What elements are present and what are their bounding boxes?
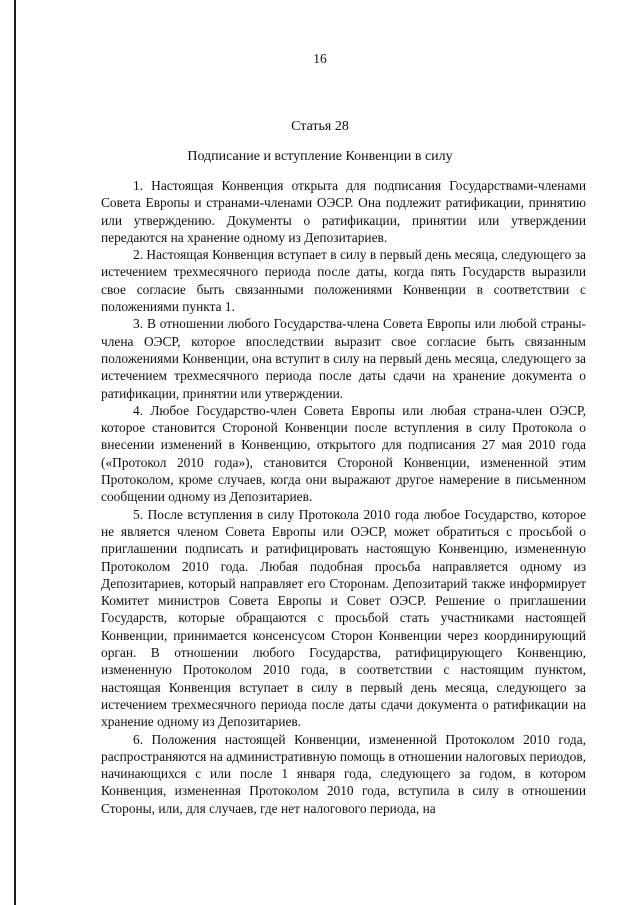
paragraph-6: 6. Положения настоящей Конвенции, измененной Протоколом 2010 года, распространяются на административную помощь в отношении налоговых периодов, начинающихся с или после 1 января года, следующего за годом, в котором Конвенция, измененная Протоколом 2010 года, вступила в силу в отношении Стороны, или, для случаев, где нет налогового периода, на (101, 731, 586, 816)
paragraph-1: 1. Настоящая Конвенция открыта для подписания Государствами-членами Совета Европы и странами-членами ОЭСР. Она подлежит ратификации, принятию или утверждению. Документы о ратификации, принятии или утверждении передаются на хранение одному из Депозитариев. (101, 178, 586, 245)
scan-edge-line (14, 0, 16, 905)
paragraph-2: 2. Настоящая Конвенция вступает в силу в первый день месяца, следующего за истечением трехмесячного периода после даты, когда пять Государств выразили свое согласие быть связанными положениями Конвенции в соответствии с положениями пункта 1. (101, 247, 586, 315)
paragraph-4: 4. Любое Государство-член Совета Европы или любая страна-член ОЭСР, которое становится Стороной Конвенции после вступления в силу Протокола о внесении изменений в Конвенцию, открытого для подписания 27 мая 2010 года («Протокол 2010 года»), становится Стороной Конвенции, измененной этим Протоколом, кроме случаев, когда они выражают другое намерение в письменном сообщении одному из Депозитариев. (101, 402, 586, 505)
page-number: 16 (313, 51, 327, 66)
article-heading: Подписание и вступление Конвенции в силу (187, 149, 453, 164)
article-body (101, 177, 586, 817)
article-title: Статья 28 (291, 119, 349, 134)
paragraph-5: 5. После вступления в силу Протокола 2010 года любое Государство, которое не является членом Совета Европы или ОЭСР, может обратиться с просьбой о приглашении подписать и ратифицировать настоящую Конвенцию, измененную Протоколом 2010 года. Любая подобная просьба направляется одному из Депозитариев, который направляет его Сторонам. Депозитарий также информирует Комитет министров Совета Европы и Совет ОЭСР. Решение о приглашении Государств, которые обращаются с просьбой стать участниками настоящей Конвенции, принимается консенсусом Сторон Конвенции через координирующий орган. В отношении любого Государства, ратифицирующего Конвенцию, измененную Протоколом 2010 года, в соответствии с настоящим пунктом, настоящая Конвенция вступает в силу в первый день месяца, следующего за истечением трехмесячного периода после даты сдачи документа о ратификации на хранение одному из Депозитариев. (101, 506, 586, 730)
paragraph-3: 3. В отношении любого Государства-члена Совета Европы или любой страны-члена ОЭСР, которое впоследствии выразит свое согласие быть связанным положениями Конвенции, она вступит в силу на первый день месяца, следующего за истечением трехмесячного периода после даты сдачи на хранение документа о ратификации, принятии или утверждении. (101, 316, 586, 401)
